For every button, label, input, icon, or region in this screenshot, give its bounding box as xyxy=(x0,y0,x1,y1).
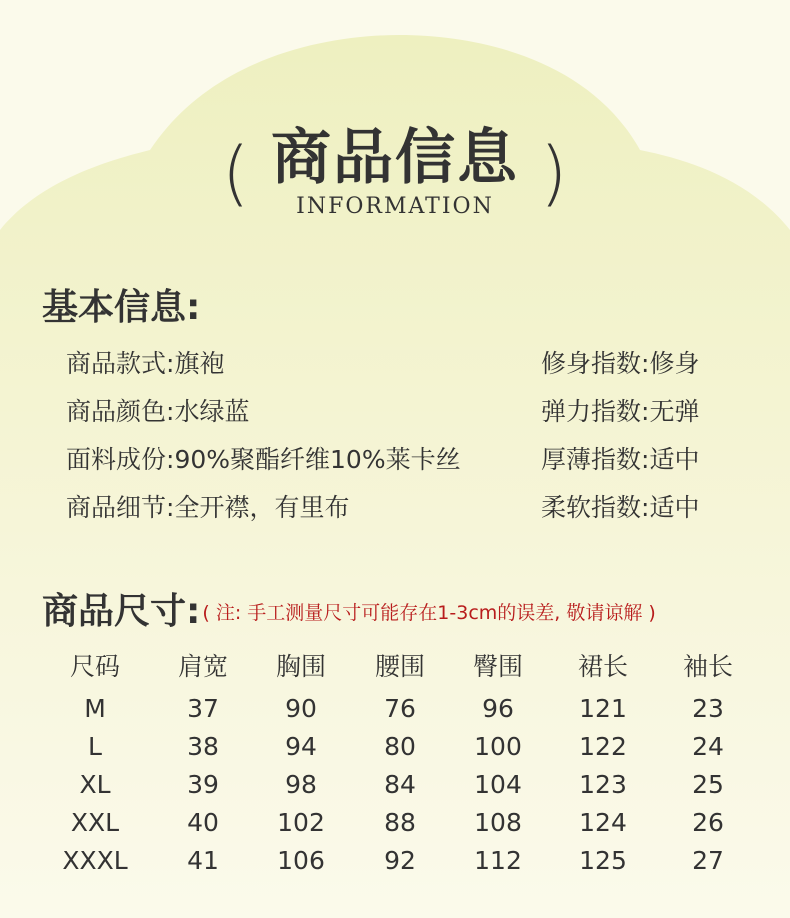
info-value: 无弹 xyxy=(649,397,700,426)
size-table-cell: 96 xyxy=(482,694,514,723)
size-table-cell: 80 xyxy=(384,732,416,761)
info-value: 修身 xyxy=(649,349,700,378)
page-subtitle: INFORMATION xyxy=(296,194,494,219)
left-parenthesis: ( xyxy=(222,132,250,214)
size-table-cell: 38 xyxy=(187,732,219,761)
info-label: 商品款式: xyxy=(66,349,175,378)
basic-info-fit-index xyxy=(541,349,699,379)
size-table-cell: XL xyxy=(79,770,111,799)
info-label: 弹力指数: xyxy=(541,397,650,426)
basic-info-thickness-index xyxy=(541,445,699,475)
right-parenthesis: ) xyxy=(540,132,568,214)
size-table-cell: 125 xyxy=(579,846,627,875)
info-label: 面料成份: xyxy=(66,445,175,474)
size-section-heading xyxy=(42,590,656,633)
size-table xyxy=(0,652,790,888)
size-table-cell: 90 xyxy=(285,694,317,723)
size-table-cell: 23 xyxy=(692,694,724,723)
basic-info-softness-index xyxy=(541,493,699,523)
info-value: 旗袍 xyxy=(174,349,225,378)
size-table-cell: 106 xyxy=(277,846,325,875)
size-table-cell: 88 xyxy=(384,808,416,837)
size-table-cell: 122 xyxy=(579,732,627,761)
basic-info-color xyxy=(66,397,249,427)
size-table-cell: 27 xyxy=(692,846,724,875)
size-table-cell: 104 xyxy=(474,770,522,799)
size-table-header: 尺码 xyxy=(69,652,120,681)
size-table-cell: 123 xyxy=(579,770,627,799)
info-value: 适中 xyxy=(649,445,700,474)
size-table-cell: XXXL xyxy=(62,846,128,875)
basic-info-heading: 基本信息: xyxy=(42,287,201,328)
size-table-cell: 92 xyxy=(384,846,416,875)
size-table-header: 腰围 xyxy=(374,652,425,681)
size-table-cell: 37 xyxy=(187,694,219,723)
size-table-cell: 124 xyxy=(579,808,627,837)
info-label: 商品颜色: xyxy=(66,397,175,426)
header-block xyxy=(0,0,790,250)
info-label: 修身指数: xyxy=(541,349,650,378)
size-table-header: 肩宽 xyxy=(177,652,228,681)
size-table-cell: 25 xyxy=(692,770,724,799)
info-label: 柔软指数: xyxy=(541,493,650,522)
info-label: 商品细节: xyxy=(66,493,175,522)
size-table-cell: 100 xyxy=(474,732,522,761)
info-value: 全开襟，有里布 xyxy=(174,493,350,522)
size-table-cell: 94 xyxy=(285,732,317,761)
basic-info-fabric xyxy=(66,445,461,475)
page-title: 商品信息 xyxy=(271,123,519,193)
info-label: 厚薄指数: xyxy=(541,445,650,474)
size-table-cell: XXL xyxy=(70,808,120,837)
size-table-header: 胸围 xyxy=(275,652,326,681)
size-table-header: 袖长 xyxy=(682,652,733,681)
basic-info-details xyxy=(66,493,349,523)
size-table-cell: 39 xyxy=(187,770,219,799)
size-table-cell: 41 xyxy=(187,846,219,875)
size-table-cell: 112 xyxy=(474,846,522,875)
size-table-cell: 40 xyxy=(187,808,219,837)
size-table-cell: L xyxy=(88,732,102,761)
info-value: 水绿蓝 xyxy=(174,397,250,426)
info-value: 90%聚酯纤维10%莱卡丝 xyxy=(174,445,461,474)
size-table-cell: 121 xyxy=(579,694,627,723)
size-heading-text: 商品尺寸: xyxy=(42,591,201,632)
size-table-cell: 76 xyxy=(384,694,416,723)
info-value: 适中 xyxy=(649,493,700,522)
basic-info-elasticity-index xyxy=(541,397,699,427)
size-table-cell: 102 xyxy=(277,808,325,837)
size-table-cell: 24 xyxy=(692,732,724,761)
size-table-cell: 98 xyxy=(285,770,317,799)
size-table-header: 裙长 xyxy=(577,652,628,681)
size-table-cell: 26 xyxy=(692,808,724,837)
size-measurement-note: ( 注: 手工测量尺寸可能存在1-3cm的误差, 敬请谅解 ) xyxy=(202,601,656,624)
size-table-cell: 108 xyxy=(474,808,522,837)
size-table-cell: 84 xyxy=(384,770,416,799)
basic-info-style xyxy=(66,349,224,379)
size-table-header: 臀围 xyxy=(472,652,523,681)
size-table-cell: M xyxy=(84,694,106,723)
